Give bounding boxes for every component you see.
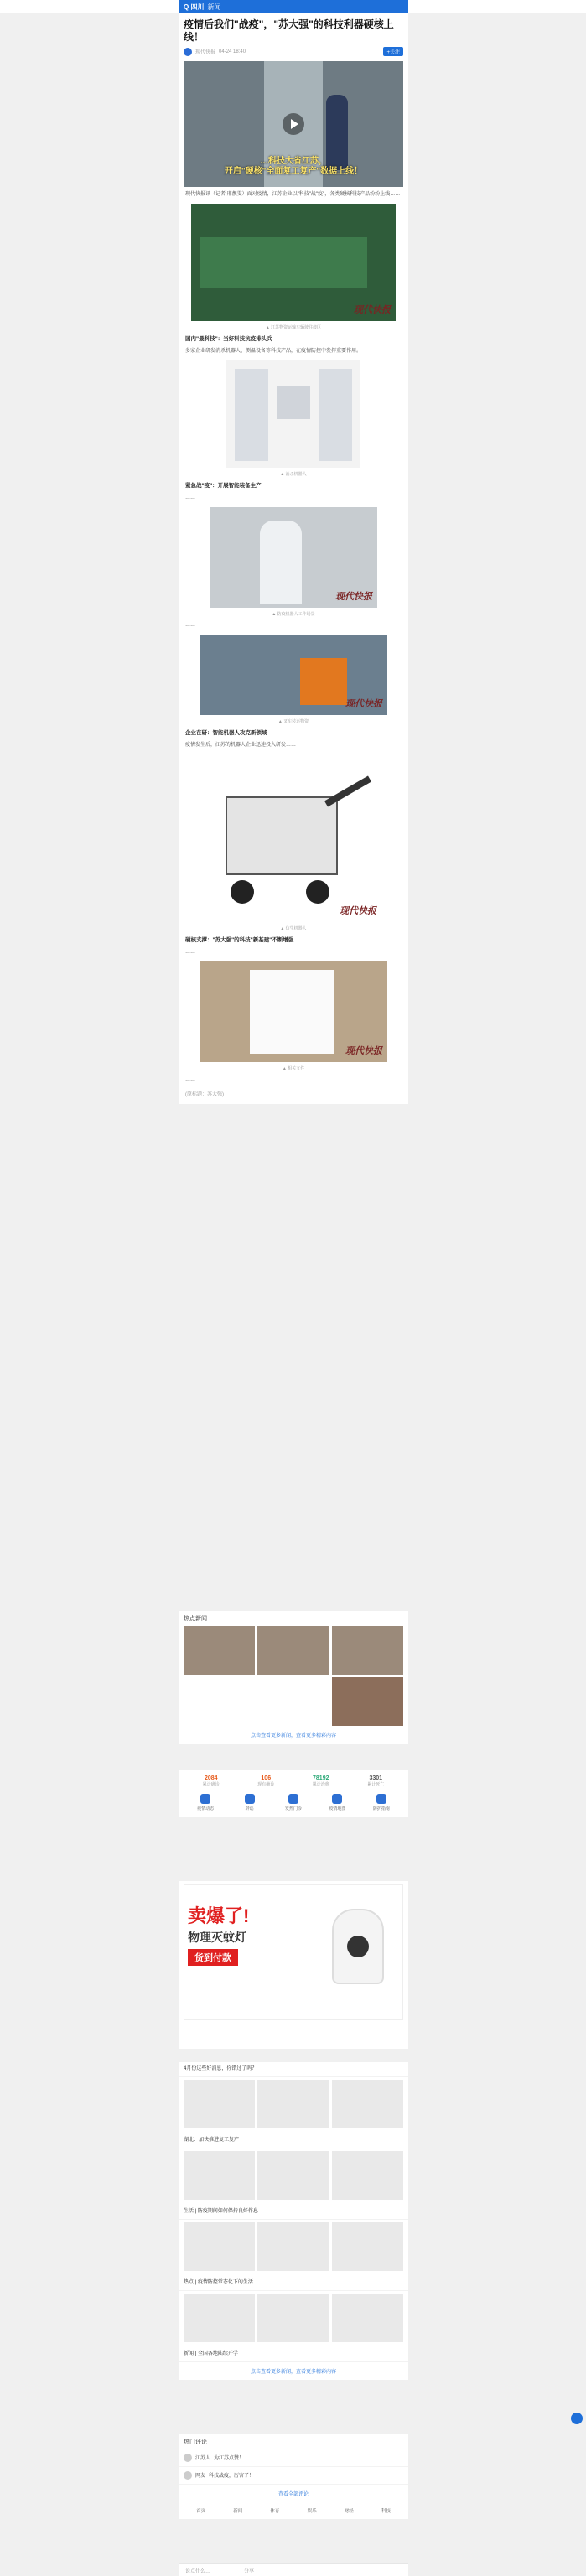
float-button[interactable] <box>571 2413 583 2424</box>
comment-user: 江苏人 <box>195 2456 211 2461</box>
stat-cured <box>293 1775 349 1787</box>
service-icons <box>179 1792 408 1817</box>
wheel <box>231 880 254 904</box>
author-avatar[interactable] <box>184 48 192 56</box>
video-caption: …科技大省江苏， 开启"硬核"全面复工复产"数据上线！ <box>224 157 363 176</box>
footer-link[interactable]: 娱乐 <box>307 2509 317 2514</box>
truck-body <box>200 237 367 288</box>
paragraph: 多家企业研发消杀机器人、测温设备等科技产品，在疫情防控中发挥重要作用。 <box>185 349 362 354</box>
stat-confirmed <box>184 1775 239 1787</box>
share-button[interactable]: 分享 <box>244 2568 255 2574</box>
device-1 <box>235 369 268 461</box>
recommend-thumbs[interactable] <box>179 1626 408 1675</box>
stat-number: 2084 <box>204 1775 218 1781</box>
comment-input[interactable]: 说点什么… <box>185 2568 211 2574</box>
forklift-image <box>200 635 387 715</box>
recommend-thumbs-2[interactable] <box>179 1677 408 1726</box>
service-label: 疫情地图 <box>329 1806 346 1811</box>
video-player[interactable] <box>184 61 403 187</box>
feed-thumbs[interactable] <box>179 2077 408 2133</box>
thumb[interactable] <box>332 1677 403 1726</box>
stat-label: 现有确诊 <box>257 1782 275 1787</box>
paragraph: 现代快报讯（记者 邢靓雯）面对疫情，江苏企业以"科技"战"疫"，各类硬核科技产品纷纷上线…… <box>185 192 401 197</box>
comment[interactable] <box>179 2449 408 2467</box>
paragraph: 疫情发生后，江苏的机器人企业迅速投入研发…… <box>185 743 297 748</box>
author-name[interactable]: 现代快报 <box>195 50 216 55</box>
footer-link[interactable]: 首页 <box>196 2509 206 2514</box>
ad-section <box>179 1881 408 2049</box>
image-caption: ▲ 仿生机器人 <box>280 926 307 931</box>
truck-image <box>191 204 396 321</box>
section-heading: 硬核支撑："苏大强"的科技"新基建"不断增强 <box>185 937 294 943</box>
article-title: 疫情后我们"战疫"，"苏大强"的科技利器硬核上线！ <box>184 18 394 43</box>
robot-render-image <box>205 754 381 922</box>
feed-thumbs[interactable] <box>179 2148 408 2205</box>
service-item[interactable] <box>184 1794 227 1811</box>
service-icon <box>288 1794 298 1804</box>
document-image <box>200 961 387 1062</box>
footer-link[interactable]: 财经 <box>344 2509 354 2514</box>
section-heading: 紧急战"疫"：开展智能装备生产 <box>185 483 262 489</box>
section-heading: 国内"最科技"：当好科技抗疫排头兵 <box>185 336 272 342</box>
image-caption: ▲ 相关文件 <box>282 1066 305 1071</box>
paragraph: …… <box>185 623 195 628</box>
comment-text: 科技战疫，厉害了！ <box>209 2474 255 2479</box>
recommend-section <box>179 1611 408 1744</box>
footer-link[interactable]: 新闻 <box>233 2509 243 2514</box>
article-source: (原标题：苏大强) <box>185 1092 224 1097</box>
forklift <box>300 658 347 705</box>
channel-tab[interactable]: 新闻 <box>207 3 221 11</box>
thumb[interactable] <box>257 1677 329 1726</box>
service-label: 防护指南 <box>372 1806 390 1811</box>
worker <box>260 521 302 604</box>
feed-item[interactable]: 热点 | 疫情防控常态化下的生活 <box>179 2276 408 2291</box>
service-label: 发热门诊 <box>285 1806 303 1811</box>
stat-label: 累计确诊 <box>202 1782 220 1787</box>
stat-label: 累计死亡 <box>367 1782 385 1787</box>
app-header <box>179 0 408 13</box>
document <box>250 970 334 1054</box>
ad-subline: 物理灭蚊灯 <box>188 1931 246 1944</box>
app-logo[interactable]: Q 四川 <box>184 3 205 11</box>
service-icon <box>376 1794 386 1804</box>
comment-user: 网友 <box>195 2474 206 2479</box>
device-3 <box>319 369 352 461</box>
service-item[interactable] <box>272 1794 315 1811</box>
paragraph: …… <box>185 950 195 955</box>
stat-number: 106 <box>261 1775 272 1781</box>
wheel <box>306 880 329 904</box>
footer-link[interactable]: 科技 <box>381 2509 391 2514</box>
service-icon <box>245 1794 255 1804</box>
service-label: 辟谣 <box>245 1806 254 1811</box>
section-heading: 企业在研：智能机器人攻克新领域 <box>185 730 267 736</box>
ad-banner[interactable] <box>184 1884 403 2020</box>
bottom-bar <box>179 2563 408 2576</box>
feed-item[interactable]: 新闻 | 全国各地陆续开学 <box>179 2347 408 2362</box>
follow-button[interactable]: +关注 <box>383 47 403 56</box>
footer-links <box>179 2502 408 2519</box>
epidemic-stats <box>179 1770 408 1817</box>
all-comments-link[interactable]: 查看全部评论 <box>277 2492 309 2497</box>
service-icon <box>332 1794 342 1804</box>
thumb[interactable] <box>184 1626 255 1675</box>
thumb[interactable] <box>184 1677 255 1726</box>
thumb[interactable] <box>332 1626 403 1675</box>
stats-row <box>179 1770 408 1792</box>
recommend-title: 热点新闻 <box>184 1616 207 1622</box>
robot-body <box>226 796 338 875</box>
watermark: 现代快报 <box>340 905 376 916</box>
news-feed <box>179 2062 408 2380</box>
service-item[interactable] <box>360 1794 403 1811</box>
image-caption: ▲ 防疫机器人工作场景 <box>272 612 315 617</box>
comment-avatar <box>184 2454 192 2462</box>
feed-item[interactable]: 湖北：加快推进复工复产 <box>179 2133 408 2148</box>
feed-thumbs[interactable] <box>179 2291 408 2347</box>
watermark: 现代快报 <box>345 1045 382 1056</box>
worker-image <box>210 507 377 608</box>
device-2 <box>277 386 310 419</box>
feed-item[interactable]: 生活 | 防疫期间如何保持良好作息 <box>179 2205 408 2220</box>
feed-thumbs[interactable] <box>179 2220 408 2276</box>
image-caption: ▲ 消杀机器人 <box>280 472 307 477</box>
stat-label: 累计治愈 <box>312 1782 329 1787</box>
paragraph: …… <box>185 495 195 500</box>
publish-time: 04-24 18:40 <box>219 49 246 54</box>
paragraph: …… <box>185 1077 195 1082</box>
play-icon[interactable] <box>283 113 304 135</box>
comment-text: 为江苏点赞！ <box>214 2456 245 2461</box>
footer-link[interactable]: 体育 <box>270 2509 280 2514</box>
service-item[interactable] <box>315 1794 359 1811</box>
image-caption: ▲ 叉车装运物资 <box>277 719 309 724</box>
image-caption: ▲ 江苏物资运输车辆驶往疫区 <box>265 325 322 330</box>
robot-arm <box>324 776 371 807</box>
service-item[interactable] <box>227 1794 271 1811</box>
stat-number: 3301 <box>369 1775 383 1781</box>
watermark: 现代快报 <box>345 698 382 709</box>
mosquito-lamp-image <box>332 1909 384 1984</box>
thumb[interactable] <box>257 1626 329 1675</box>
stat-dead <box>349 1775 404 1787</box>
watermark: 现代快报 <box>335 591 372 602</box>
robot-image <box>226 360 360 468</box>
service-label: 疫情动态 <box>197 1806 215 1811</box>
ad-button[interactable]: 货到付款 <box>188 1949 238 1966</box>
more-feed-link[interactable]: 点击查看更多新闻，查看更多精彩内容 <box>250 2370 336 2375</box>
watermark: 现代快报 <box>354 304 391 315</box>
comments-title: 热门评论 <box>184 2439 207 2445</box>
comments-section <box>179 2434 408 2519</box>
service-icon <box>200 1794 210 1804</box>
article-column <box>179 13 408 1104</box>
feed-item[interactable]: 4月份这些好消息，你错过了吗？ <box>179 2062 408 2077</box>
article-meta <box>179 47 408 60</box>
more-news-link[interactable]: 点击查看更多新闻，查看更多精彩内容 <box>250 1734 336 1739</box>
ad-headline: 卖爆了! <box>188 1905 250 1926</box>
comment-avatar <box>184 2471 192 2480</box>
stat-current <box>239 1775 294 1787</box>
comment[interactable] <box>179 2467 408 2485</box>
stat-number: 78192 <box>313 1775 329 1781</box>
